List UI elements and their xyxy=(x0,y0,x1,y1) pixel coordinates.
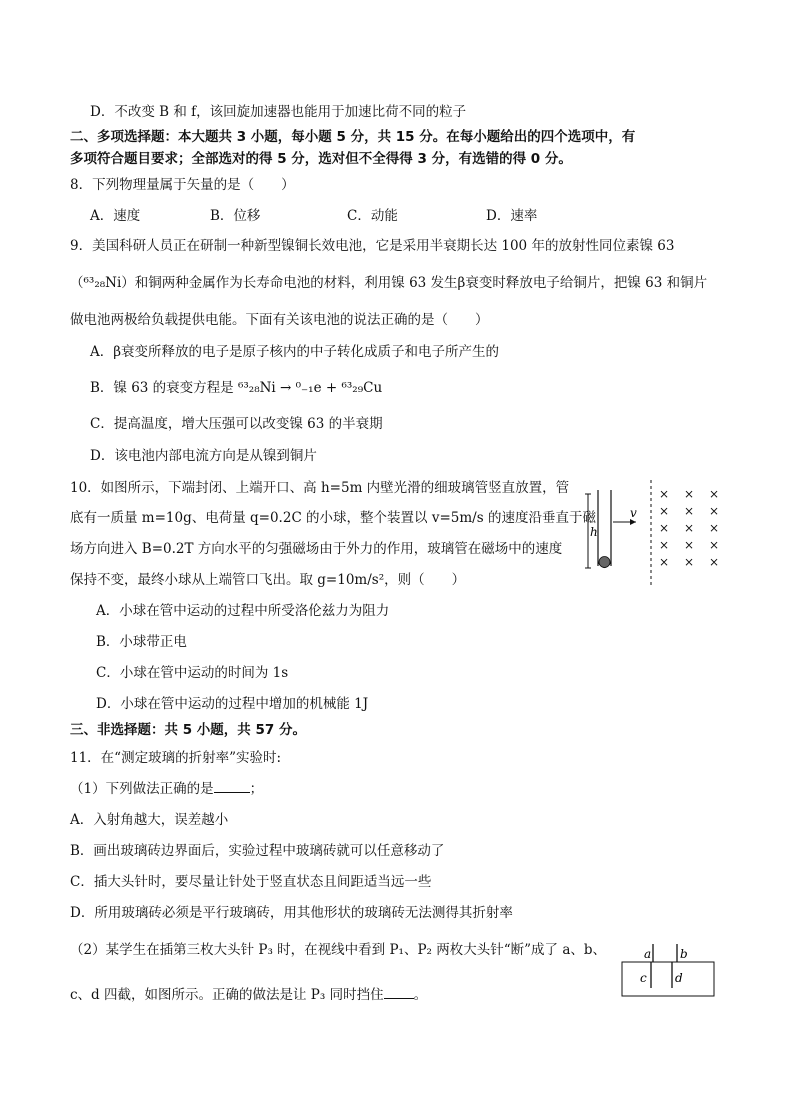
q11-part2-end: 。 xyxy=(413,987,428,1003)
field-x-mark: × xyxy=(709,538,720,552)
q11-figure-glass-block xyxy=(618,942,718,1000)
field-x-mark: × xyxy=(709,504,720,518)
field-x-mark: × xyxy=(659,521,670,535)
q10-stem-line3: 场方向进入 B=0.2T 方向水平的匀强磁场由于外力的作用，玻璃管在磁场中的速度 xyxy=(70,541,563,557)
q10-option-a: A．小球在管中运动的过程中所受洛伦兹力为阻力 xyxy=(96,603,390,619)
q8-option-d: D．速率 xyxy=(486,208,538,224)
q8-option-b: B．位移 xyxy=(210,208,261,224)
q11-part2-answer-blank[interactable] xyxy=(384,984,414,999)
label-d: d xyxy=(675,971,683,985)
field-x-mark: × xyxy=(684,521,695,535)
q10-stem-line2: 底有一质量 m=10g、电荷量 q=0.2C 的小球，整个装置以 v=5m/s 的速度沿垂直于磁 xyxy=(70,510,596,526)
field-x-mark: × xyxy=(659,555,670,569)
ball xyxy=(599,557,610,568)
q11-part2-line2 xyxy=(70,984,427,1005)
field-x-mark: × xyxy=(709,521,720,535)
q9-stem-line3: 做电池两极给负载提供电能。下面有关该电池的说法正确的是（ ） xyxy=(70,312,489,328)
q9-option-a: A．β衰变所释放的电子是原子核内的中子转化成质子和电子所产生的 xyxy=(90,344,500,360)
field-x-mark: × xyxy=(659,538,670,552)
section2-heading-cont: 多项符合题目要求；全部选对的得 5 分，选对但不全得得 3 分，有选错的得 0 分。 xyxy=(70,151,572,167)
field-x-mark: × xyxy=(684,504,695,518)
field-x-mark: × xyxy=(659,504,670,518)
q9-stem-line2: （⁶³₂₈Ni）和铜两种金属作为长寿命电池的材料，利用镍 63 发生β衰变时释放电子给铜片，把镍 63 和铜片 xyxy=(70,275,708,291)
q11-part1-text: （1）下列做法正确的是 xyxy=(70,781,214,797)
q10-stem-line4: 保持不变，最终小球从上端管口飞出。取 g=10m/s²，则（ ） xyxy=(70,572,466,588)
magnetic-field-x-marks xyxy=(659,487,719,569)
q8-option-a: A．速度 xyxy=(90,208,141,224)
field-x-mark: × xyxy=(709,487,720,501)
field-x-mark: × xyxy=(684,555,695,569)
q10-stem-line1: 10．如图所示，下端封闭、上端开口、高 h=5m 内壁光滑的细玻璃管竖直放置，管 xyxy=(70,480,570,496)
q11-option-b: B．画出玻璃砖边界面后，实验过程中玻璃砖就可以任意移动了 xyxy=(70,843,445,859)
q10-option-b: B．小球带正电 xyxy=(96,634,187,650)
q10-figure-tube-magnetic-field xyxy=(580,476,720,591)
q10-option-d: D．小球在管中运动的过程中增加的机械能 1J xyxy=(96,696,369,712)
q9-option-c: C．提高温度，增大压强可以改变镍 63 的半衰期 xyxy=(90,416,383,432)
label-c: c xyxy=(640,971,647,985)
q8-stem: 8．下列物理量属于矢量的是（ ） xyxy=(70,177,295,193)
q9-stem-line1: 9．美国科研人员正在研制一种新型镍铜长效电池，它是采用半衰期长达 100 年的放射性同位素镍 63 xyxy=(70,238,675,254)
q11-option-a: A．入射角越大，误差越小 xyxy=(70,812,229,828)
q11-option-c: C．插大头针时，要尽量让针处于竖直状态且间距适当远一些 xyxy=(70,874,432,890)
field-x-mark: × xyxy=(684,487,695,501)
q11-stem: 11．在“测定玻璃的折射率”实验时: xyxy=(70,750,282,766)
q11-part2-text: c、d 四截，如图所示。正确的做法是让 P₃ 同时挡住 xyxy=(70,987,384,1003)
label-a: a xyxy=(644,947,652,961)
q9-option-d: D．该电池内部电流方向是从镍到铜片 xyxy=(90,448,317,464)
field-x-mark: × xyxy=(684,538,695,552)
field-x-mark: × xyxy=(659,487,670,501)
q9-option-b: B．镍 63 的衰变方程是 ⁶³₂₈Ni → ⁰₋₁e + ⁶³₂₉Cu xyxy=(90,380,383,396)
q11-part1 xyxy=(70,778,263,799)
q11-part1-answer-blank[interactable] xyxy=(214,778,250,793)
q8-option-c: C．动能 xyxy=(347,208,398,224)
field-x-mark: × xyxy=(709,555,720,569)
section3-heading: 三、非选择题：共 5 小题，共 57 分。 xyxy=(70,722,306,738)
q7-option-d: D．不改变 B 和 f，该回旋加速器也能用于加速比荷不同的粒子 xyxy=(90,104,467,120)
velocity-label: v xyxy=(630,506,637,520)
tube-height-label: h xyxy=(590,525,598,539)
label-b: b xyxy=(680,947,688,961)
q11-part1-end: ； xyxy=(249,781,264,797)
section2-heading: 二、多项选择题：本大题共 3 小题，每小题 5 分，共 15 分。在每小题给出的四个选项中，有 xyxy=(70,129,636,145)
q11-option-d: D．所用玻璃砖必须是平行玻璃砖，用其他形状的玻璃砖无法测得其折射率 xyxy=(70,905,513,921)
q11-part2-line1: （2）某学生在插第三枚大头针 P₃ 时，在视线中看到 P₁、P₂ 两枚大头针“断”成了 a、b、 xyxy=(70,942,607,958)
q10-option-c: C．小球在管中运动的时间为 1s xyxy=(96,665,289,681)
